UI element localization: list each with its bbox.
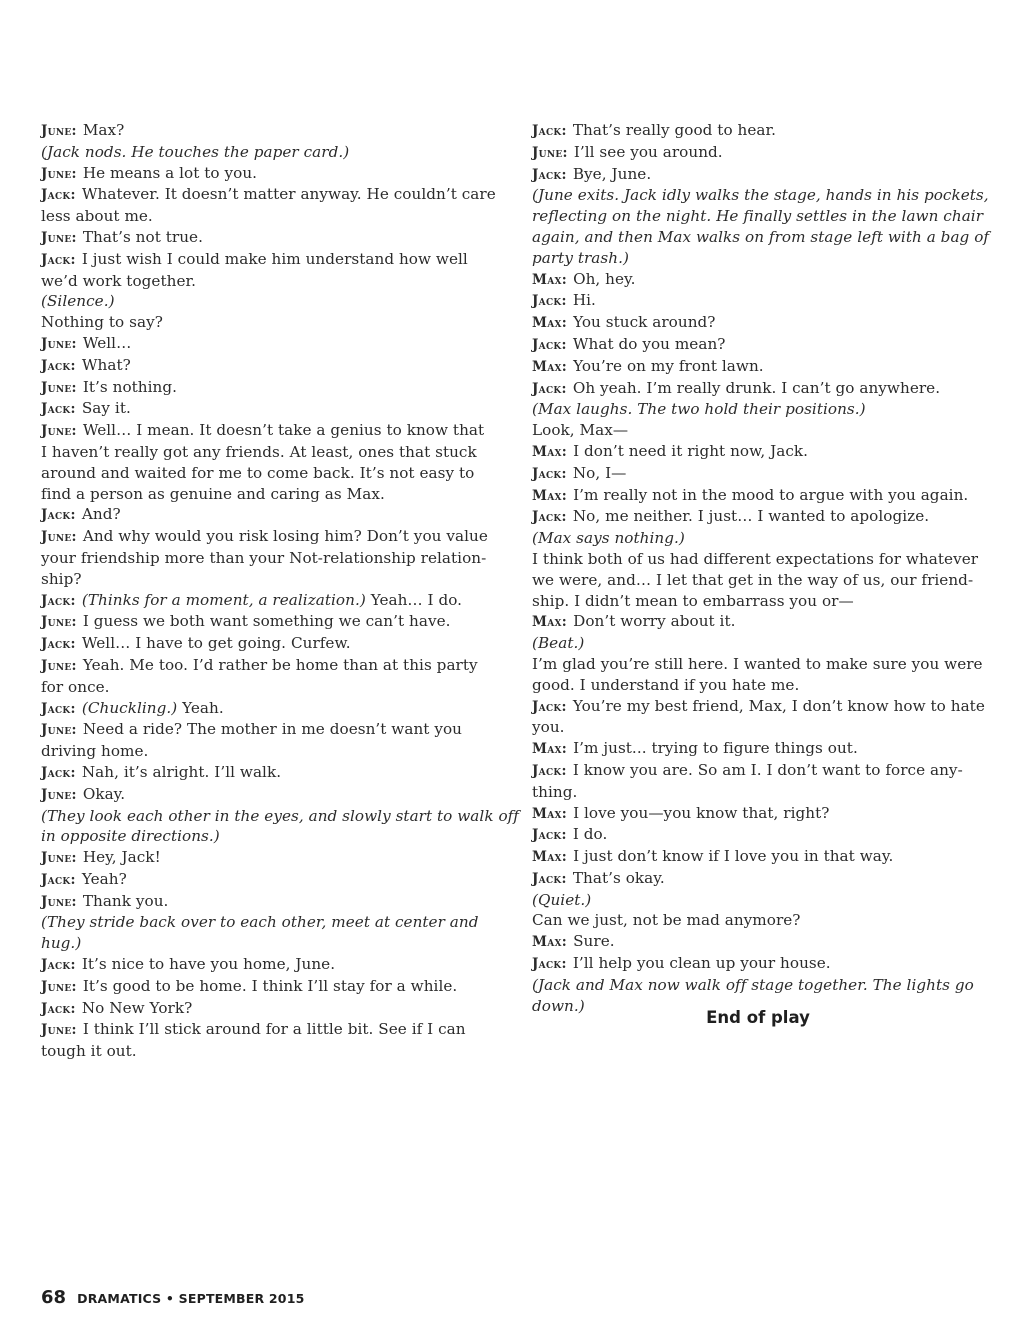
dialogue-line: [532, 953, 992, 975]
stage-direction: (Max laughs. The two hold their positions.): [532, 400, 866, 419]
dialogue-text: find a person as genuine and caring as Max.: [41, 484, 385, 503]
dialogue-text: That’s not true.: [82, 227, 203, 246]
dialogue-text: I don’t need it right now, Jack.: [573, 441, 809, 460]
script-line: [532, 675, 992, 696]
dialogue-line: [532, 611, 992, 633]
speaker-name: June:: [41, 529, 77, 546]
dialogue-text: you.: [532, 718, 565, 737]
speaker-name: Jack:: [41, 187, 76, 204]
stage-direction-line: [41, 806, 519, 827]
stage-direction: (June exits. Jack idly walks the stage, hands in his pockets,: [532, 186, 989, 205]
stage-direction-line: [532, 528, 992, 549]
dialogue-line: [532, 868, 992, 890]
dialogue-line: [41, 891, 496, 913]
dialogue-line: [41, 377, 496, 399]
page-number: 68: [41, 1287, 67, 1308]
speaker-name: June:: [41, 379, 77, 396]
dialogue-text: Well…: [82, 333, 132, 352]
speaker-name: Jack:: [41, 700, 76, 717]
speaker-name: Max:: [532, 443, 568, 460]
speaker-name: Max:: [532, 358, 568, 375]
script-line: [532, 782, 992, 803]
speaker-name: Jack:: [41, 957, 76, 974]
dialogue-line: [532, 803, 992, 825]
dialogue-text: Yeah. Me too. I’d rather be home than at this party: [82, 655, 478, 674]
speaker-name: June:: [41, 614, 77, 631]
page-footer: [41, 1287, 305, 1308]
speaker-name: June:: [41, 657, 77, 674]
speaker-name: Max:: [532, 934, 568, 951]
script-line: [41, 548, 496, 569]
dialogue-line: [532, 356, 992, 378]
speaker-name: Jack:: [41, 357, 76, 374]
stage-direction: (They look each other in the eyes, and slowly start to walk off: [41, 806, 519, 825]
dialogue-text: Need a ride? The mother in me doesn’t want you: [82, 720, 462, 739]
speaker-name: June:: [41, 722, 77, 739]
dialogue-line: [532, 463, 992, 485]
stage-direction: (Jack nods. He touches the paper card.): [41, 142, 350, 161]
dialogue-line: [41, 719, 496, 741]
stage-direction: (Chuckling.): [81, 698, 178, 717]
script-line: [41, 442, 496, 463]
dialogue-text: Nothing to say?: [41, 313, 163, 332]
dialogue-text: less about me.: [41, 207, 153, 226]
dialogue-text: I know you are. So am I. I don’t want to force any-: [572, 760, 963, 779]
speaker-name: Jack:: [41, 251, 76, 268]
script-line: [41, 463, 496, 484]
script-line: [41, 1041, 496, 1062]
dialogue-text: I guess we both want something we can’t have.: [82, 612, 451, 631]
stage-direction: again, and then Max walks on from stage left with a bag of: [532, 227, 990, 246]
speaker-name: Jack:: [41, 592, 76, 609]
dialogue-line: [41, 163, 496, 185]
dialogue-text: we were, and… I let that get in the way of us, our friend-: [532, 570, 974, 589]
speaker-name: Max:: [532, 315, 568, 332]
dialogue-text: I love you—you know that, right?: [573, 803, 830, 822]
dialogue-text: What do you mean?: [572, 334, 726, 353]
speaker-name: June:: [41, 123, 77, 139]
script-line: [41, 569, 496, 590]
dialogue-text: Oh yeah. I’m really drunk. I can’t go anywhere.: [572, 378, 941, 397]
script-line: [41, 271, 496, 292]
dialogue-text: That’s okay.: [572, 868, 665, 887]
dialogue-text: I do.: [572, 825, 608, 844]
speaker-name: Max:: [532, 487, 568, 504]
dialogue-text: I just don’t know if I love you in that way.: [573, 847, 894, 866]
dialogue-text: I’m glad you’re still here. I wanted to make sure you were: [532, 654, 983, 673]
dialogue-text: Yeah.: [182, 698, 224, 717]
speaker-name: Max:: [532, 614, 568, 631]
dialogue-text: No, I—: [572, 463, 627, 482]
dialogue-text: Nah, it’s alright. I’ll walk.: [81, 762, 282, 781]
speaker-name: Jack:: [41, 401, 76, 418]
speaker-name: Jack:: [532, 698, 567, 715]
dialogue-text: I’ll help you clean up your house.: [572, 954, 831, 973]
dialogue-text: good. I understand if you hate me.: [532, 675, 800, 694]
script-line: [532, 549, 992, 570]
dialogue-text: I’m just... trying to figure things out.: [573, 739, 858, 758]
dialogue-text: Yeah?: [81, 869, 127, 888]
dialogue-line: [41, 869, 496, 891]
dialogue-line: [532, 378, 992, 400]
dialogue-text: No New York?: [81, 998, 193, 1017]
dialogue-text: Okay.: [82, 784, 126, 803]
speaker-name: Max:: [532, 271, 568, 288]
dialogue-line: [41, 762, 496, 784]
dialogue-line: [41, 227, 496, 249]
dialogue-line: [41, 120, 496, 142]
stage-direction-line: [532, 890, 992, 911]
dialogue-text: You’re on my front lawn.: [573, 356, 764, 375]
dialogue-text: It’s good to be home. I think I’ll stay for a while.: [82, 976, 458, 995]
left-column: [41, 120, 519, 1062]
dialogue-text: Yeah… I do.: [370, 590, 463, 609]
script-line: [41, 741, 496, 762]
dialogue-line: [41, 526, 496, 548]
dialogue-text: Look, Max—: [532, 421, 629, 440]
script-line: [532, 420, 992, 441]
dialogue-line: [41, 420, 496, 442]
dialogue-line: [532, 269, 992, 291]
dialogue-text: tough it out.: [41, 1042, 137, 1061]
dialogue-line: [41, 847, 496, 869]
speaker-name: June:: [41, 165, 77, 182]
stage-direction-line: [41, 291, 496, 312]
dialogue-line: [532, 312, 992, 334]
dialogue-line: [41, 504, 496, 526]
script-line: [41, 312, 496, 333]
dialogue-text: Hey, Jack!: [82, 848, 161, 867]
dialogue-line: [532, 441, 992, 463]
speaker-name: Jack:: [532, 870, 567, 887]
dialogue-text: I think both of us had different expectations for whatever: [532, 549, 979, 568]
dialogue-text: ship. I didn’t mean to embarrass you or—: [532, 591, 854, 610]
stage-direction: reflecting on the night. He finally settles in the lawn chair: [532, 207, 984, 226]
stage-direction: (Beat.): [532, 634, 585, 653]
stage-direction: (Max says nothing.): [532, 529, 685, 548]
dialogue-text: Hi.: [572, 291, 596, 310]
dialogue-line: [532, 334, 992, 356]
stage-direction: (They stride back over to each other, meet at center and: [41, 913, 479, 932]
dialogue-line: [532, 696, 992, 718]
speaker-name: Jack:: [532, 336, 567, 353]
right-column: [532, 120, 992, 1016]
dialogue-text: It’s nice to have you home, June.: [81, 955, 336, 974]
dialogue-line: [41, 698, 496, 720]
dialogue-text: Well… I mean. It doesn’t take a genius to know that: [82, 421, 485, 440]
dialogue-line: [41, 998, 496, 1020]
speaker-name: Jack:: [41, 1000, 76, 1017]
dialogue-text: Can we just, not be mad anymore?: [532, 911, 801, 930]
speaker-name: June:: [41, 335, 77, 352]
stage-direction-line: [532, 248, 992, 269]
speaker-name: Max:: [532, 741, 568, 758]
dialogue-text: Don’t worry about it.: [573, 612, 736, 631]
dialogue-line: [532, 846, 992, 868]
dialogue-text: I just wish I could make him understand how well: [81, 249, 468, 268]
dialogue-text: I think I’ll stick around for a little bit. See if I can: [82, 1020, 466, 1039]
dialogue-line: [41, 333, 496, 355]
dialogue-line: [41, 633, 496, 655]
stage-direction: (Jack and Max now walk off stage together. The lights go: [532, 975, 974, 994]
dialogue-text: And?: [81, 505, 121, 524]
dialogue-text: Oh, hey.: [573, 269, 636, 288]
publication-line: DRAMATICS • SEPTEMBER 2015: [77, 1291, 305, 1306]
dialogue-line: [532, 142, 992, 164]
dialogue-text: Thank you.: [82, 891, 169, 910]
dialogue-line: [41, 611, 496, 633]
script-line: [532, 717, 992, 738]
speaker-name: Jack:: [532, 827, 567, 844]
speaker-name: Jack:: [41, 764, 76, 781]
dialogue-text: we’d work together.: [41, 271, 196, 290]
dialogue-text: your friendship more than your Not-relationship relation-: [41, 548, 487, 567]
dialogue-line: [532, 164, 992, 186]
dialogue-line: [41, 976, 496, 998]
script-line: [532, 591, 992, 612]
dialogue-line: [532, 824, 992, 846]
stage-direction-line: [532, 975, 992, 996]
dialogue-text: ship?: [41, 569, 82, 588]
stage-direction-line: [532, 185, 992, 206]
stage-direction-line: [41, 912, 496, 933]
speaker-name: June:: [41, 978, 77, 995]
stage-direction-line: [41, 933, 496, 954]
dialogue-line: [532, 760, 992, 782]
dialogue-line: [41, 655, 496, 677]
dialogue-line: [41, 954, 496, 976]
stage-direction: in opposite directions.): [41, 827, 220, 846]
speaker-name: June:: [41, 229, 77, 246]
dialogue-text: What?: [81, 355, 131, 374]
speaker-name: Jack:: [532, 465, 567, 482]
speaker-name: Jack:: [532, 509, 567, 526]
dialogue-text: around and waited for me to come back. It’s not easy to: [41, 463, 475, 482]
dialogue-line: [41, 184, 496, 206]
end-of-play-label: End of play: [706, 1008, 810, 1027]
speaker-name: Jack:: [532, 762, 567, 779]
dialogue-line: [532, 506, 992, 528]
dialogue-text: Say it.: [81, 399, 131, 418]
speaker-name: Jack:: [41, 636, 76, 653]
script-line: [532, 570, 992, 591]
dialogue-line: [41, 249, 496, 271]
script-line: [532, 910, 992, 931]
stage-direction: hug.): [41, 934, 82, 953]
dialogue-line: [532, 738, 992, 760]
speaker-name: Jack:: [532, 166, 567, 183]
dialogue-text: You’re my best friend, Max, I don’t know how to hate: [572, 696, 985, 715]
dialogue-text: Bye, June.: [572, 164, 652, 183]
dialogue-text: He means a lot to you.: [82, 163, 258, 182]
speaker-name: June:: [41, 893, 77, 910]
stage-direction-line: [532, 633, 992, 654]
dialogue-text: Well… I have to get going. Curfew.: [81, 634, 351, 653]
dialogue-line: [532, 931, 992, 953]
dialogue-text: I’m really not in the mood to argue with you again.: [573, 485, 969, 504]
stage-direction: (Quiet.): [532, 890, 592, 909]
dialogue-line: [532, 120, 992, 142]
speaker-name: Jack:: [532, 123, 567, 139]
script-line: [41, 484, 496, 505]
speaker-name: Jack:: [41, 871, 76, 888]
dialogue-text: And why would you risk losing him? Don’t you value: [82, 527, 488, 546]
speaker-name: June:: [41, 423, 77, 440]
script-line: [41, 206, 496, 227]
dialogue-line: [532, 485, 992, 507]
dialogue-text: for once.: [41, 677, 110, 696]
stage-direction-line: [41, 142, 496, 163]
dialogue-text: Whatever. It doesn’t matter anyway. He couldn’t care: [81, 185, 496, 204]
speaker-name: June:: [532, 144, 568, 161]
dialogue-text: driving home.: [41, 742, 149, 761]
dialogue-line: [41, 784, 496, 806]
speaker-name: Jack:: [532, 380, 567, 397]
stage-direction-line: [532, 227, 992, 248]
stage-direction-line: [41, 826, 496, 847]
speaker-name: Jack:: [41, 507, 76, 524]
dialogue-text: You stuck around?: [573, 313, 716, 332]
dialogue-text: That’s really good to hear.: [572, 121, 777, 139]
stage-direction: party trash.): [532, 248, 629, 267]
speaker-name: Jack:: [532, 293, 567, 310]
stage-direction: (Silence.): [41, 292, 115, 311]
dialogue-line: [41, 590, 496, 612]
dialogue-line: [41, 1019, 496, 1041]
dialogue-line: [41, 355, 496, 377]
speaker-name: Max:: [532, 849, 568, 866]
dialogue-line: [41, 398, 496, 420]
dialogue-text: Sure.: [573, 932, 615, 951]
dialogue-text: No, me neither. I just… I wanted to apologize.: [572, 507, 930, 526]
speaker-name: Jack:: [532, 956, 567, 973]
dialogue-text: I haven’t really got any friends. At least, ones that stuck: [41, 442, 477, 461]
dialogue-text: I’ll see you around.: [573, 142, 723, 161]
speaker-name: June:: [41, 786, 77, 803]
stage-direction-line: [532, 399, 992, 420]
dialogue-text: Max?: [82, 121, 125, 139]
dialogue-text: It’s nothing.: [82, 377, 178, 396]
script-line: [41, 677, 496, 698]
dialogue-text: thing.: [532, 782, 578, 801]
speaker-name: June:: [41, 1022, 77, 1039]
stage-direction: (Thinks for a moment, a realization.): [81, 590, 366, 609]
stage-direction-line: [532, 206, 992, 227]
speaker-name: Max:: [532, 805, 568, 822]
speaker-name: June:: [41, 850, 77, 867]
stage-direction: down.): [532, 996, 585, 1015]
dialogue-line: [532, 290, 992, 312]
script-line: [532, 654, 992, 675]
